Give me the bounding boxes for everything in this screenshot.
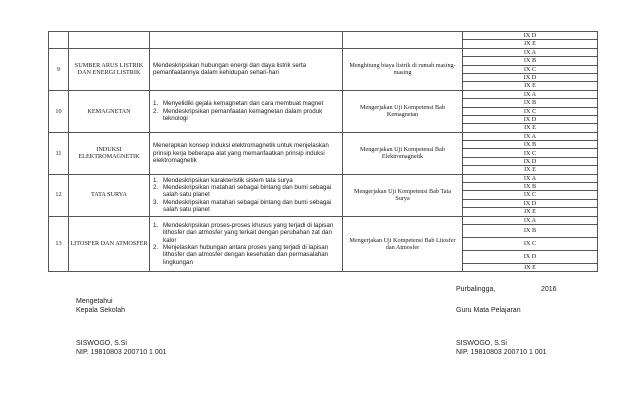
class-cell: IX C [463, 237, 598, 250]
class-cell: IX B [463, 57, 598, 65]
class-cell: IX D [463, 250, 598, 263]
row-number: 9 [49, 48, 69, 90]
teacher-name: SISWOGO, S.Si [456, 340, 507, 347]
class-cell: IX A [463, 216, 598, 224]
row-number: 12 [49, 174, 69, 216]
table-row [49, 48, 598, 56]
topic-cell: SUMBER ARUS LISTRIK DAN ENERGI LISTRIK [69, 48, 150, 90]
competency-item: 3. Mendeskripsikan matahari sebagai bintang dan bumi sebagai salah satu planet [153, 198, 332, 214]
class-cell: IX D [463, 32, 598, 40]
class-cell: IX E [463, 166, 598, 174]
competency-item: 2. Menjelaskan hubungan antara proses yang terjadi di lapisan lithosfer dan atmosfer dengan kesehatan dan permasalahan lingkungan [153, 243, 329, 266]
class-cell: IX C [463, 149, 598, 157]
table-row [49, 32, 598, 40]
class-cell: IX B [463, 141, 598, 149]
competency-cell: Menerapkan konsep induksi elektromagnetik untuk menjelaskan prinsip kerja beberapa alat yang memanfaatkan prinsip induksi elektromagnetik [150, 132, 343, 174]
class-cell: IX D [463, 73, 598, 81]
teacher-label: Guru Mata Pelajaran [456, 307, 521, 314]
class-cell: IX B [463, 183, 598, 191]
competency-item: 1. Mendeskripsikan karakteristik sistem tata surya [153, 176, 293, 184]
headmaster-label: Kepala Sekolah [76, 307, 126, 314]
headmaster-name: SISWOGO, S.Si [76, 340, 127, 347]
topic-cell: INDUKSI ELEKTROMAGNETIK [69, 132, 150, 174]
task-cell: Mengerjakan Uji Kompetensi Bab Elektromagnetik [343, 132, 463, 174]
competency-cell: Mendeskripsikan hubungan energi dan daya listrik serta pemanfaatannya dalam kehidupan sehari-hari [150, 48, 343, 90]
row-number: 13 [49, 216, 69, 272]
class-cell: IX E [463, 208, 598, 216]
class-cell: IX E [463, 124, 598, 132]
class-cell: IX D [463, 199, 598, 207]
signature-place: Purbalingga, [456, 286, 496, 293]
competency-cell [150, 174, 343, 216]
class-cell: IX E [463, 82, 598, 90]
task-cell: Menghitung biaya listrik di rumah masing-masing [343, 48, 463, 90]
class-cell: IX C [463, 65, 598, 73]
row-number: 11 [49, 132, 69, 174]
competency-cell [150, 216, 343, 272]
competency-cell [150, 90, 343, 132]
class-cell: IX A [463, 174, 598, 182]
headmaster-nip: NIP. 19810803 200710 1 001 [76, 349, 167, 356]
task-cell: Mengerjakan Uji Kompetensi Bab Tata Surya [343, 174, 463, 216]
class-cell: IX C [463, 191, 598, 199]
class-cell: IX D [463, 157, 598, 165]
topic-cell: KEMAGNETAN [69, 90, 150, 132]
class-cell: IX C [463, 107, 598, 115]
class-cell: IX A [463, 48, 598, 56]
class-cell: IX B [463, 224, 598, 237]
competency-item: 2. Mendeskripsikan matahari sebagai bintang dan bumi sebagai salah satu planet [153, 184, 332, 199]
topic-cell: TATA SURYA [69, 174, 150, 216]
acknowledge-label: Mengetahui [76, 298, 113, 305]
signature-year: 2016 [541, 286, 557, 293]
table-row [49, 132, 598, 140]
competency-item: 1. Mendeskripsikan proses-proses khusus yang terjadi di lapisan lithosfer dan atmosfer yang terkait dengan perubahan zat dan kalor [153, 222, 334, 244]
table-row [49, 90, 598, 98]
task-cell: Mengerjakan Uji Kompetensi Bab Kemagnetan [343, 90, 463, 132]
class-cell: IX E [463, 263, 598, 271]
class-cell: IX D [463, 115, 598, 123]
table-row [49, 174, 598, 182]
competency-item: 1. Menyelidiki gejala kemagnetan dan cara membuat magnet [153, 100, 324, 108]
lesson-plan-table [48, 31, 598, 272]
table-row [49, 216, 598, 224]
task-cell: Mengerjakan Uji Kompetensi Bab Litosfer dan Atmosfer [343, 216, 463, 272]
class-cell: IX A [463, 90, 598, 98]
teacher-nip: NIP. 19810803 200710 1 001 [456, 349, 547, 356]
competency-item: 2. Mendeskripsikan pemanfaatan kemagnetan dalam produk teknologi [153, 107, 323, 122]
row-number: 10 [49, 90, 69, 132]
topic-cell: LITOSFER DAN ATMOSFER [69, 216, 150, 272]
class-cell: IX B [463, 99, 598, 107]
class-cell: IX E [463, 40, 598, 48]
class-cell: IX A [463, 132, 598, 140]
